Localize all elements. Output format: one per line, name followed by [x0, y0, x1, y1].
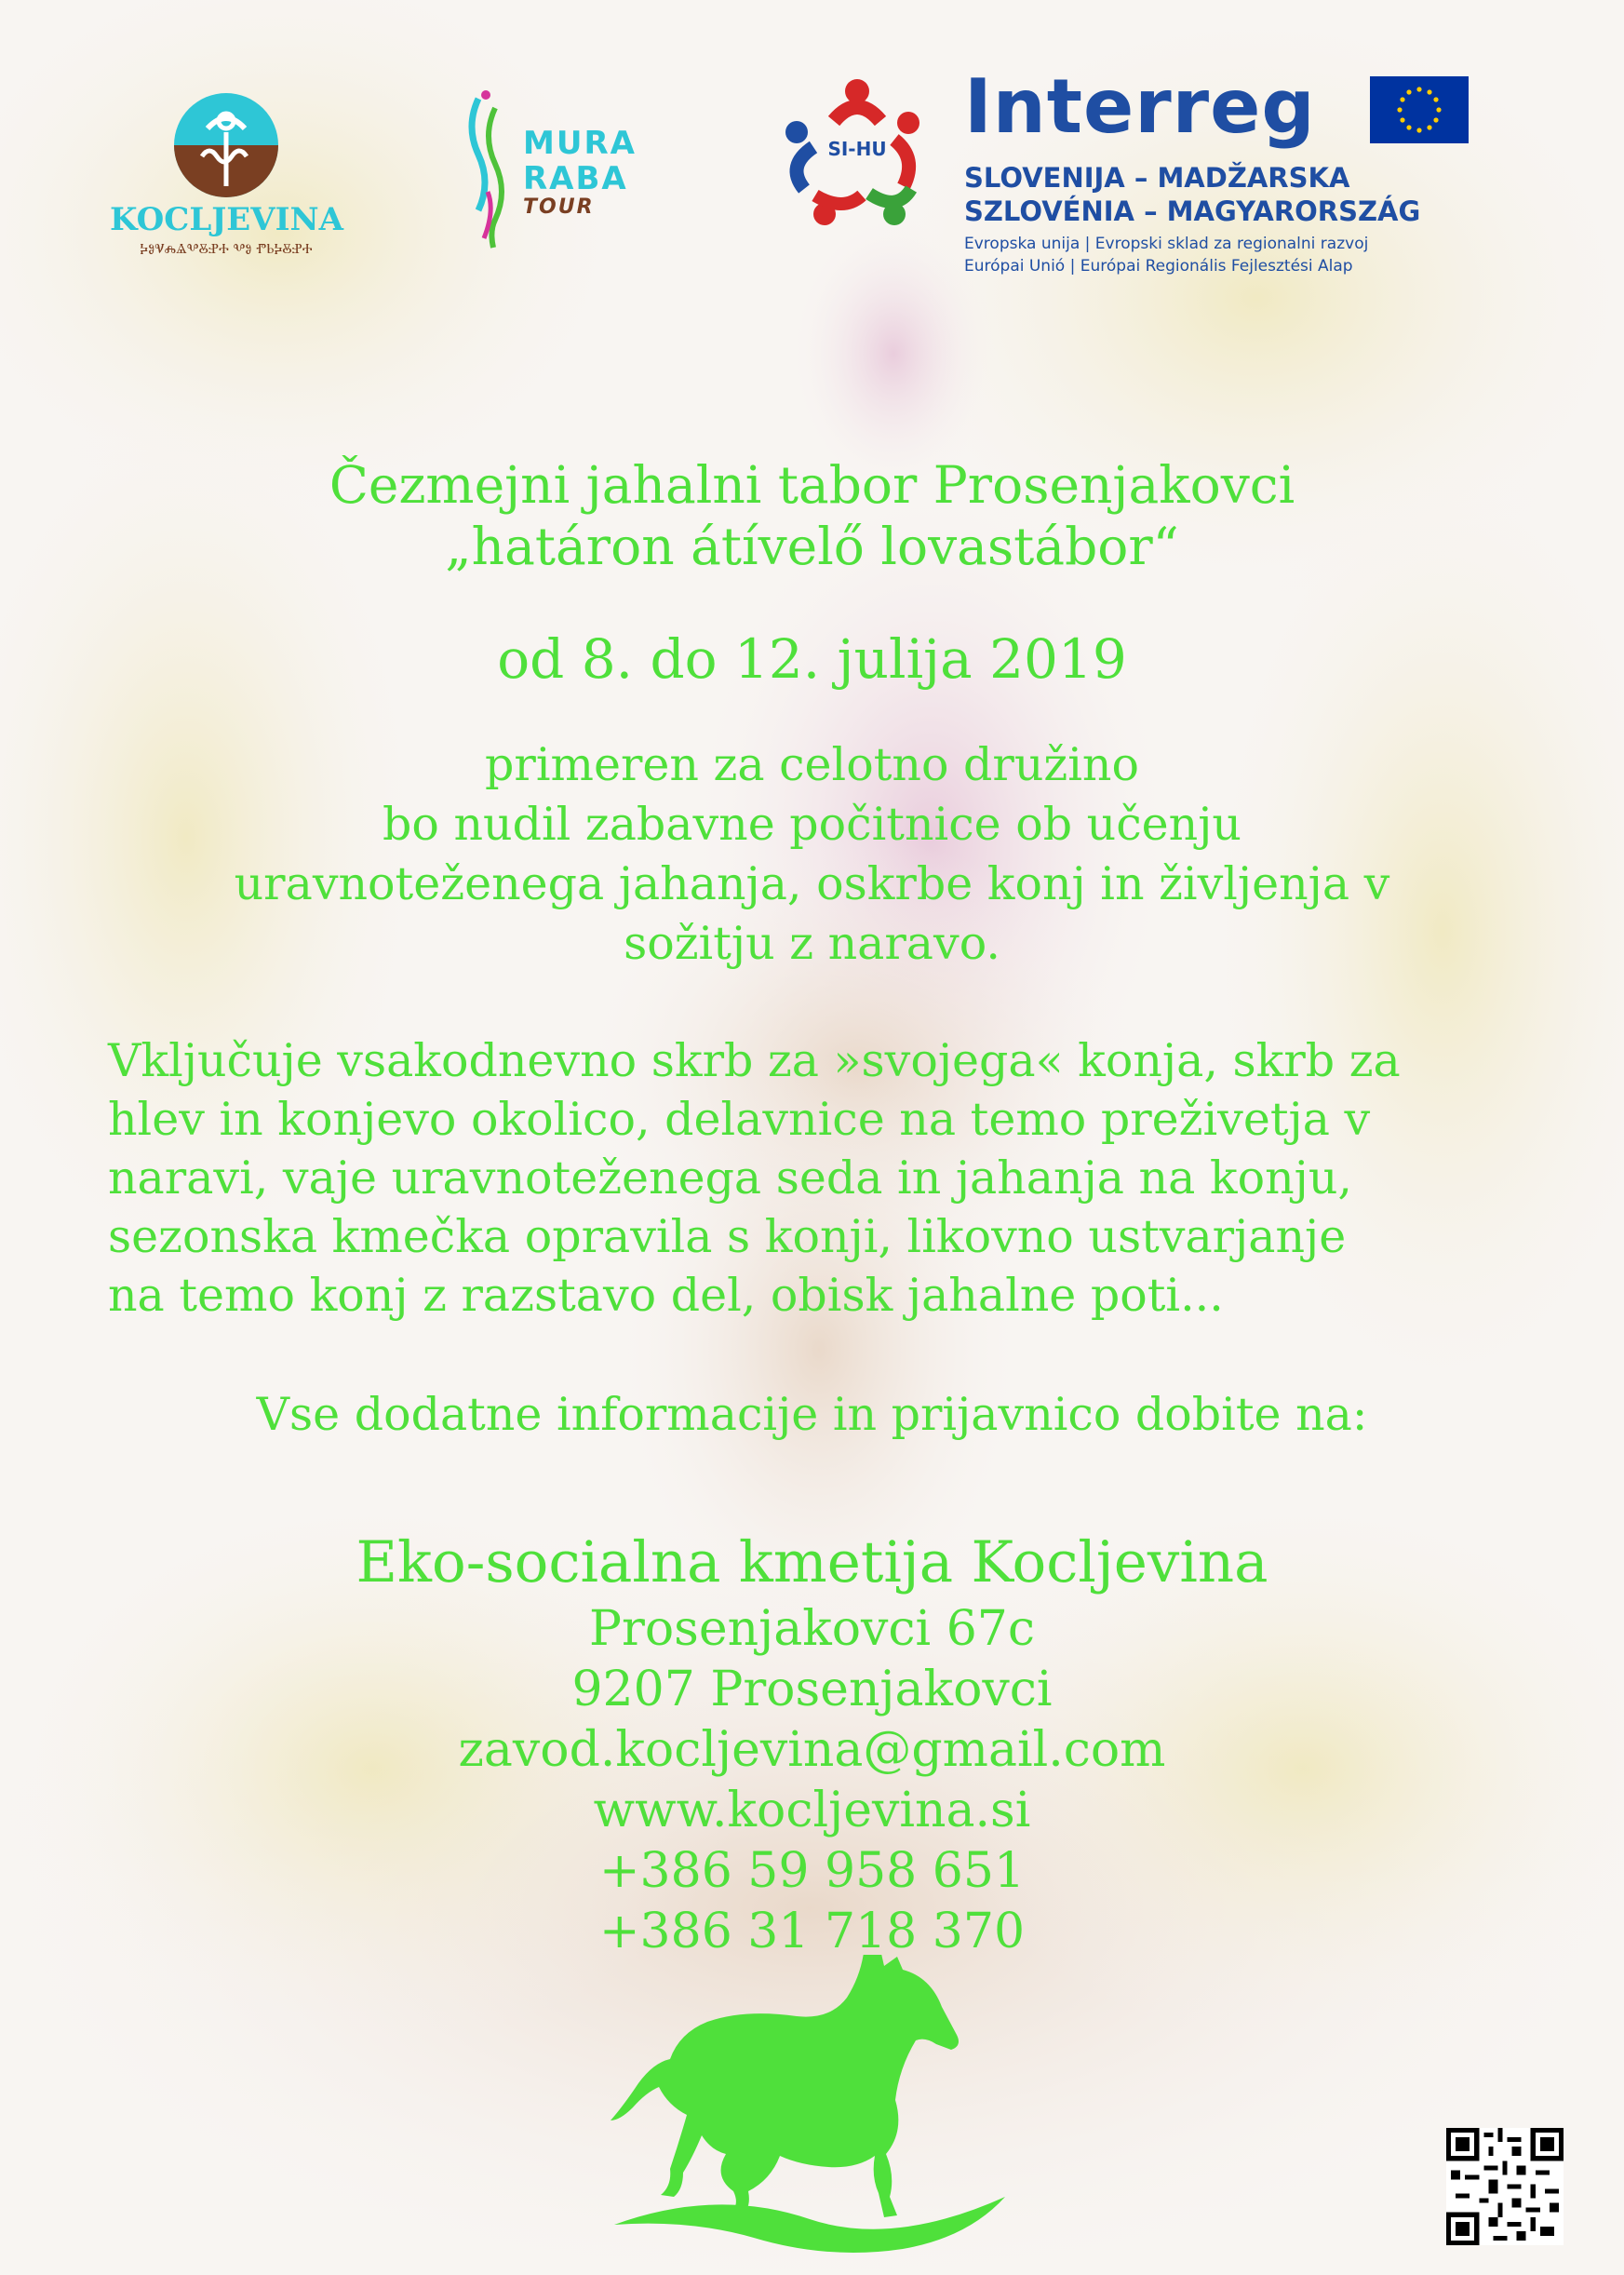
- address-street: Prosenjakovci 67c: [589, 1601, 1035, 1657]
- interreg-logo: [964, 63, 1523, 292]
- event-date: od 8. do 12. julija 2019: [497, 627, 1127, 691]
- title-slovene: Čezmejni jahalni tabor Prosenjakovci: [329, 455, 1295, 515]
- si-hu-logo: [769, 74, 946, 233]
- mura-raba-tour-logo: [460, 89, 646, 257]
- kocljevina-name: KOCLJEVINA: [110, 201, 343, 238]
- includes-line: Vključuje vsakodnevno skrb za »svojega« konja, skrb za: [108, 1034, 1401, 1087]
- address-city: 9207 Prosenjakovci: [571, 1662, 1053, 1717]
- phone-number-2[interactable]: +386 31 718 370: [598, 1904, 1026, 1959]
- title-block: [0, 454, 1624, 577]
- website-link[interactable]: www.kocljevina.si: [593, 1783, 1031, 1838]
- contact-block: [0, 1527, 1624, 1962]
- title-hungarian: „határon átívelő lovastábor“: [445, 517, 1179, 576]
- description-line: bo nudil zabavne počitnice ob učenju: [383, 798, 1241, 851]
- interreg-country-line1: SLOVENIJA – MADŽARSKA: [964, 162, 1350, 194]
- interreg-country-line2: SZLOVÉNIA – MAGYARORSZÁG: [964, 195, 1421, 227]
- includes-line: hlev in konjevo okolico, delavnice na temo preživetja v: [108, 1093, 1371, 1146]
- includes-line: sezonska kmečka opravila s konji, likovno ustvarjanje: [108, 1210, 1347, 1263]
- horse-silhouette-icon: [577, 1955, 1042, 2253]
- tour-text: TOUR: [523, 195, 595, 219]
- kocljevina-emblem-icon: [170, 89, 282, 201]
- email-link[interactable]: zavod.kocljevina@gmail.com: [458, 1722, 1166, 1778]
- phone-number-1[interactable]: +386 59 958 651: [598, 1843, 1026, 1899]
- raba-text: RABA: [523, 160, 628, 197]
- description-line: uravnoteženega jahanja, oskrbe konj in življenja v: [234, 857, 1390, 910]
- description-line: sožitju z naravo.: [624, 917, 1000, 970]
- mura-raba-wave-icon: [460, 89, 516, 257]
- includes-line: na temo konj z razstavo del, obisk jahalne poti...: [108, 1269, 1224, 1322]
- qr-code-icon[interactable]: [1446, 2128, 1564, 2245]
- interreg-fund-line1: Evropska unija | Evropski sklad za regionalni razvoj: [964, 235, 1369, 253]
- info-text: Vse dodatne informacije in prijavnico dobite na:: [256, 1388, 1368, 1441]
- description-line: primeren za celotno družino: [485, 738, 1139, 791]
- eu-flag-icon: [1370, 76, 1469, 143]
- mura-text: MURA: [523, 125, 637, 162]
- interreg-fund-line2: Európai Unió | Európai Regionális Fejlesztési Alap: [964, 257, 1353, 276]
- interreg-brand: Interreg: [964, 63, 1316, 150]
- includes-line: naravi, vaje uravnoteženega seda in jahanja na konju,: [108, 1151, 1352, 1205]
- farm-name: Eko-socialna kmetija Kocljevina: [356, 1529, 1268, 1595]
- si-hu-label: SI-HU: [827, 138, 887, 160]
- description: [0, 735, 1624, 974]
- kocljevina-tagline: ⰍⰑⰜⰎⰡⰂⰋⰐⰀ ⰂⰑ ⰒⰓⰍⰋⰐⰀ: [140, 240, 313, 257]
- kocljevina-logo: [110, 89, 342, 266]
- includes-paragraph: [108, 1031, 1560, 1325]
